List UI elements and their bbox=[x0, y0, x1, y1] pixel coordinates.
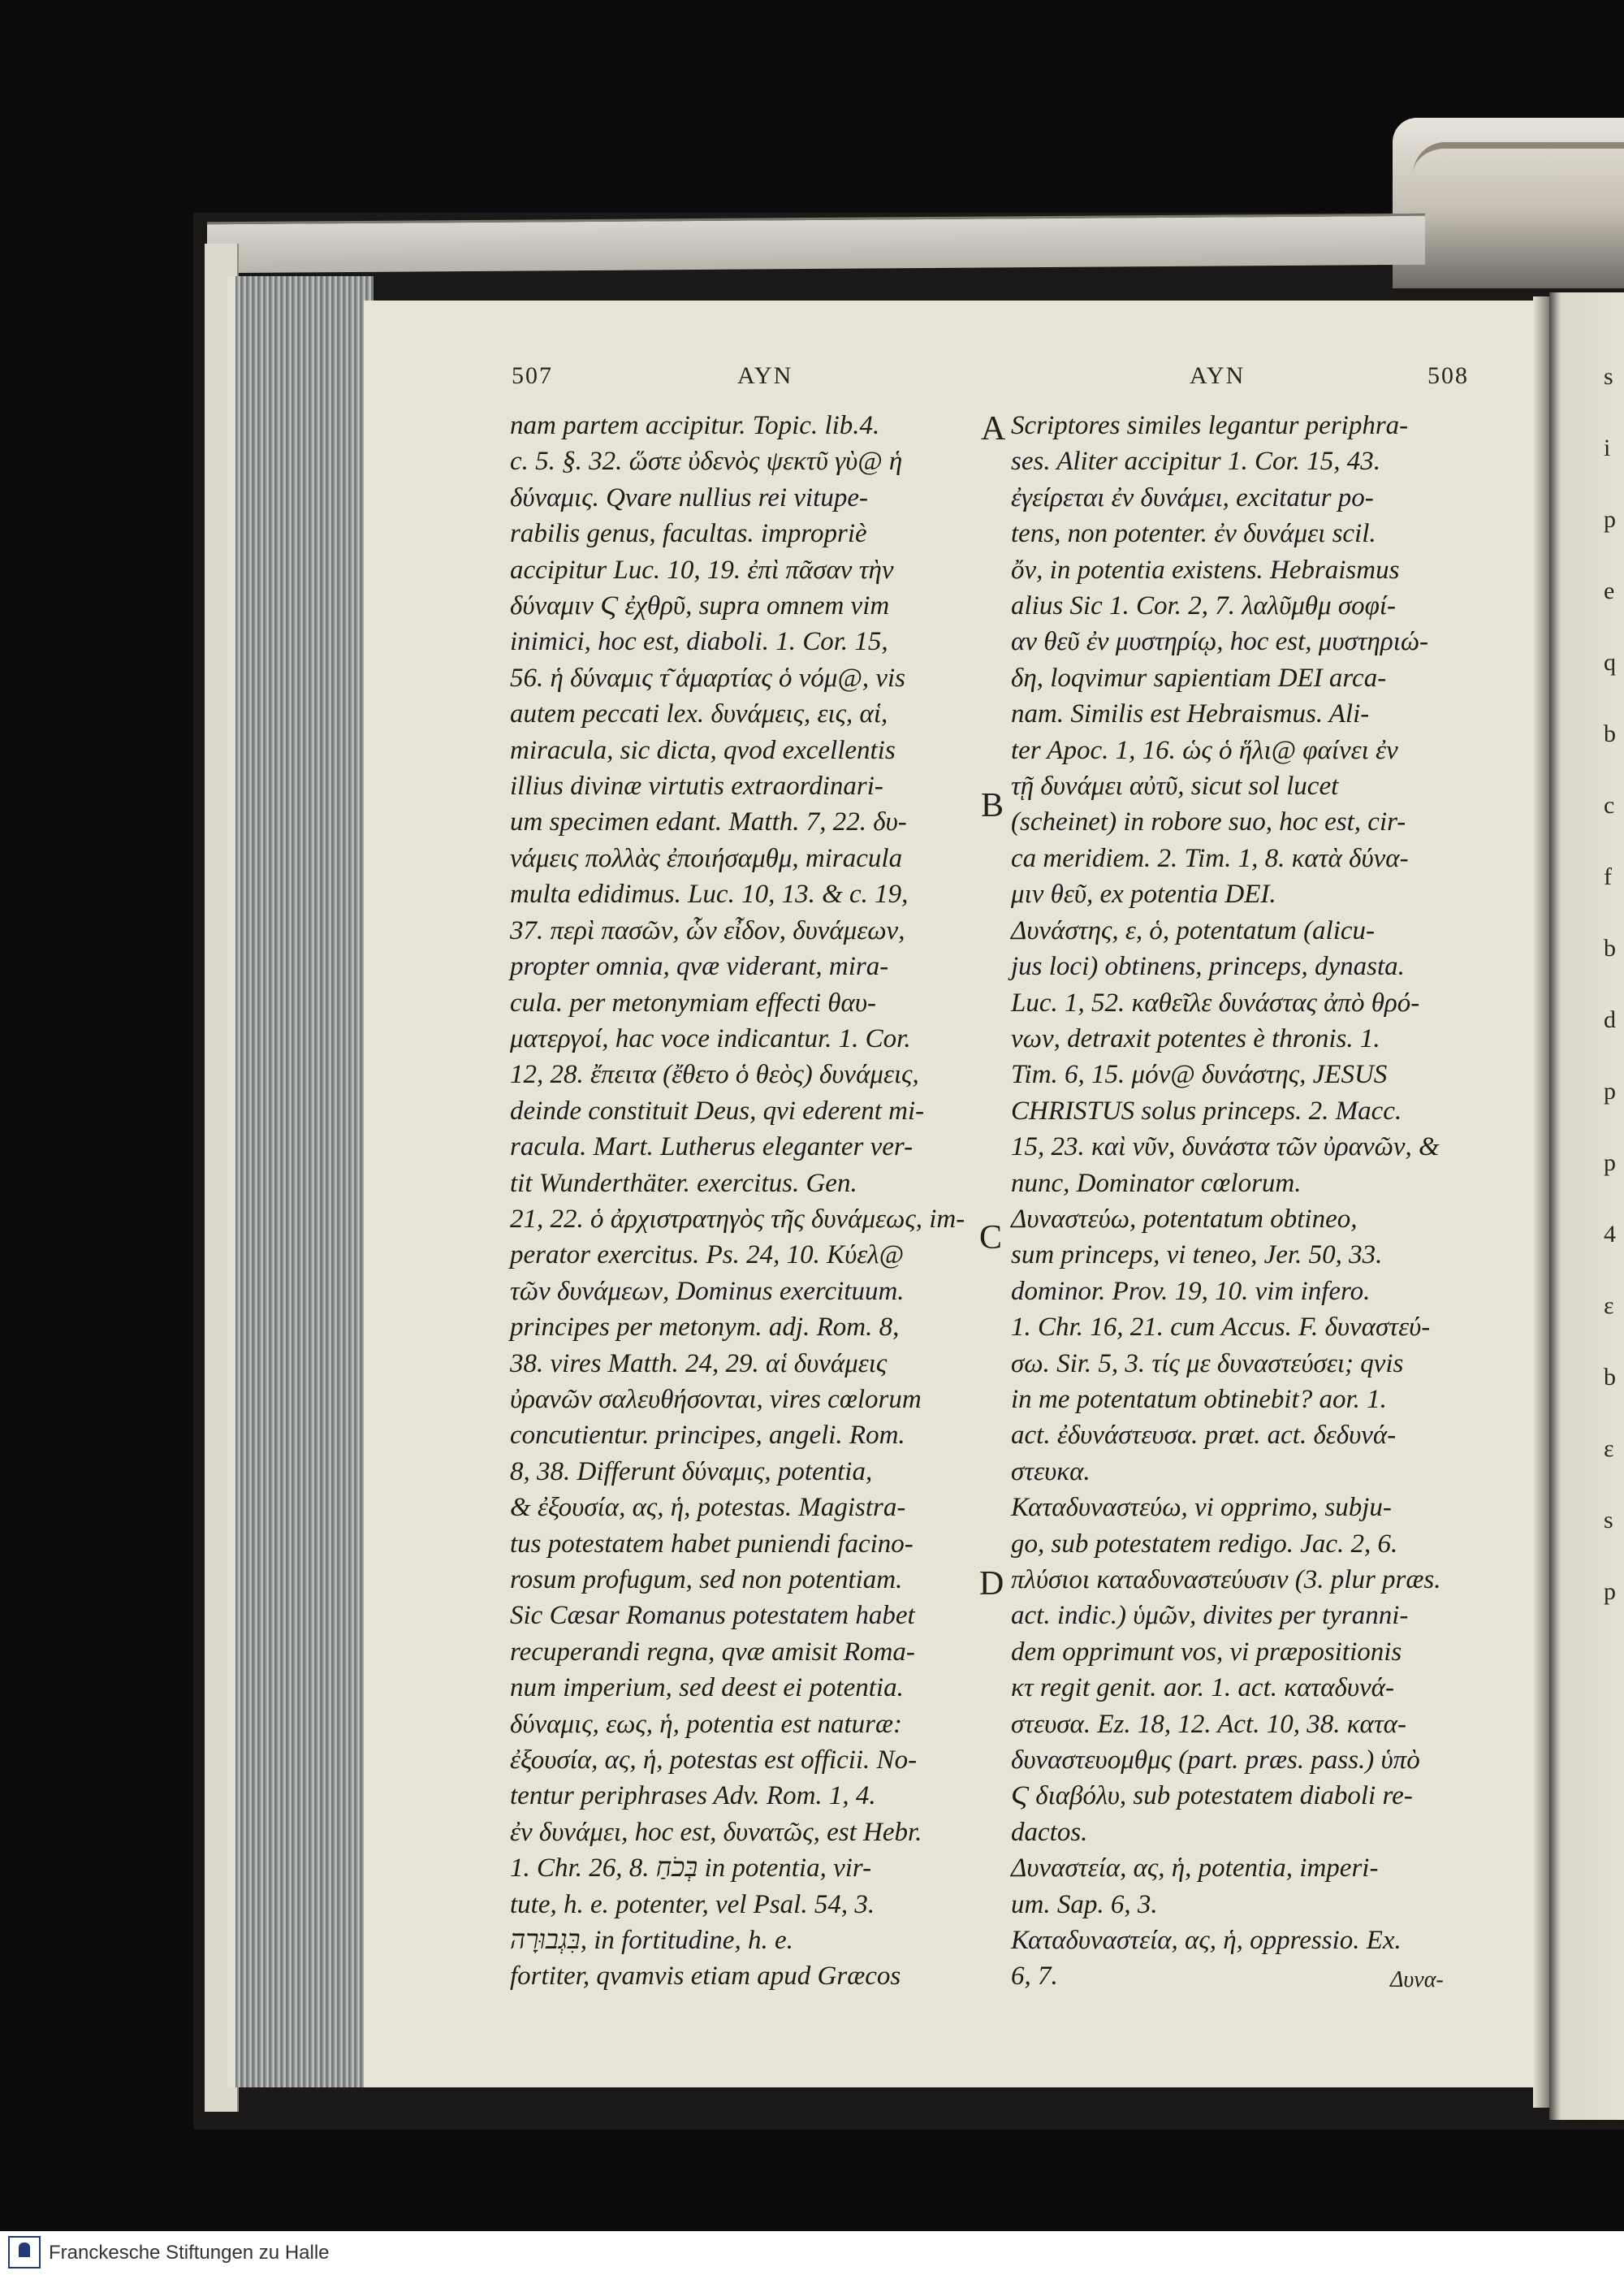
text-line: δύναμις, εως, ἡ, potentia est naturæ: bbox=[510, 1709, 902, 1739]
text-line: 1. Chr. 16, 21. cum Accus. F. δυναστεύ- bbox=[1011, 1313, 1431, 1343]
text-line: nam. Similis est Hebraismus. Ali- bbox=[1011, 699, 1370, 729]
text-line: tute, h. e. potenter, vel Psal. 54, 3. bbox=[510, 1889, 875, 1919]
text-line: tentur periphrases Adv. Rom. 1, 4. bbox=[510, 1781, 876, 1811]
text-line: um specimen edant. Matth. 7, 22. δυ- bbox=[510, 807, 907, 837]
margin-letter: b bbox=[1604, 720, 1616, 747]
margin-letter: b bbox=[1604, 935, 1616, 962]
text-line: CHRISTUS solus princeps. 2. Macc. bbox=[1011, 1096, 1402, 1126]
text-line: (scheinet) in robore suo, hoc est, cir- bbox=[1011, 807, 1406, 837]
text-line: τῶν δυνάμεων, Dominus exercituum. bbox=[510, 1276, 905, 1306]
text-line: πλύσιοι καταδυναστεύυσιν (3. plur præs. bbox=[1011, 1565, 1441, 1594]
text-line: Δυναστεύω, potentatum obtineo, bbox=[1011, 1204, 1358, 1234]
margin-letter: b bbox=[1604, 1364, 1616, 1391]
page-number-right: 508 bbox=[1427, 362, 1469, 389]
catchword: Δυνα- bbox=[1390, 1967, 1444, 1992]
footer-bar bbox=[0, 2231, 1624, 2275]
text-line: act. ἐδυνάστευσα. præt. act. δεδυνά- bbox=[1011, 1421, 1397, 1451]
text-line: sum princeps, vi teneo, Jer. 50, 33. bbox=[1011, 1240, 1383, 1270]
text-line: deinde constituit Deus, qvi ederent mi- bbox=[510, 1096, 925, 1126]
section-marker-b: B bbox=[981, 787, 1004, 824]
text-line: 12, 28. ἔπειτα (ἔθετο ὁ θεὸς) δυνάμεις, bbox=[510, 1060, 919, 1090]
text-line: Tim. 6, 15. μόν@ δυνάστης, JESUS bbox=[1011, 1060, 1388, 1090]
margin-letter: ε bbox=[1604, 1435, 1614, 1462]
section-marker-a: A bbox=[981, 410, 1006, 448]
text-column-left bbox=[510, 408, 977, 1995]
institution-logo-icon bbox=[8, 2236, 41, 2269]
institution-name: Franckesche Stiftungen zu Halle bbox=[49, 2242, 330, 2264]
text-line: concutientur. principes, angeli. Rom. bbox=[510, 1421, 905, 1451]
text-line: στευκα. bbox=[1011, 1456, 1091, 1486]
text-line: ses. Aliter accipitur 1. Cor. 15, 43. bbox=[1011, 447, 1380, 477]
text-line: accipitur Luc. 10, 19. ἐπὶ πᾶσαν τὴν bbox=[510, 555, 894, 585]
margin-letter: d bbox=[1604, 1006, 1616, 1033]
text-line: tit Wunderthäter. exercitus. Gen. bbox=[510, 1168, 857, 1198]
text-line: αν θεῦ ἐν μυστηρίῳ, hoc est, μυστηριώ- bbox=[1011, 627, 1428, 657]
margin-letter: s bbox=[1604, 363, 1613, 390]
margin-letter: p bbox=[1604, 1078, 1616, 1105]
text-line: 21, 22. ὁ ἀρχιστρατηγὸς τῆς δυνάμεως, im- bbox=[510, 1204, 965, 1234]
margin-letter: q bbox=[1604, 649, 1616, 676]
text-line: σω. Sir. 5, 3. τίς με δυναστεύσει; qvis bbox=[1011, 1348, 1404, 1378]
text-line: 15, 23. καὶ νῦν, δυνάστα τῶν ὐρανῶν, & bbox=[1011, 1132, 1440, 1162]
text-line: 1. Chr. 26, 8. בְּכֹחַ in potentia, vir- bbox=[510, 1853, 872, 1884]
text-line: go, sub potestatem redigo. Jac. 2, 6. bbox=[1011, 1529, 1398, 1559]
text-line: Δυνάστης, ε, ὁ, potentatum (alicu- bbox=[1011, 915, 1376, 945]
text-line: ἐν δυνάμει, hoc est, δυνατῶς, est Hebr. bbox=[510, 1817, 922, 1847]
section-marker-d: D bbox=[979, 1565, 1004, 1602]
text-line: Δυναστεία, ας, ἡ, potentia, imperi- bbox=[1011, 1853, 1379, 1884]
text-line: principes per metonym. adj. Rom. 8, bbox=[510, 1313, 900, 1343]
text-line: tus potestatem habet puniendi facino- bbox=[510, 1529, 914, 1559]
text-column-right bbox=[1011, 408, 1475, 1995]
text-line: Sic Cæsar Romanus potestatem habet bbox=[510, 1601, 915, 1631]
text-line: 8, 38. Differunt δύναμις, potentia, bbox=[510, 1456, 873, 1486]
text-line: dominor. Prov. 19, 10. vim infero. bbox=[1011, 1276, 1371, 1306]
text-line: miracula, sic dicta, qvod excellentis bbox=[510, 735, 896, 765]
text-line: κτ regit genit. aor. 1. act. καταδυνά- bbox=[1011, 1673, 1394, 1703]
running-head-left: AYN bbox=[737, 362, 793, 389]
text-line: δυναστευομθμς (part. præs. pass.) ὑπὸ bbox=[1011, 1745, 1420, 1775]
text-line: dem opprimunt vos, vi præpositionis bbox=[1011, 1637, 1402, 1667]
text-line: nam partem accipitur. Topic. lib.4. bbox=[510, 411, 880, 440]
margin-letter: i bbox=[1604, 435, 1611, 461]
text-line: fortiter, qvamvis etiam apud Græcos bbox=[510, 1961, 901, 1992]
text-line: ἐξουσία, ας, ἡ, potestas est officii. No- bbox=[510, 1745, 918, 1775]
text-line: jus loci) obtinens, princeps, dynasta. bbox=[1011, 952, 1405, 982]
text-line: Καταδυναστεύω, vi opprimo, subju- bbox=[1011, 1493, 1392, 1523]
text-line: illius divinæ virtutis extraordinari- bbox=[510, 772, 883, 802]
margin-letter: p bbox=[1604, 1149, 1616, 1176]
margin-letter: c bbox=[1604, 792, 1615, 819]
text-line: בִּגְבוּרָה, in fortitudine, h. e. bbox=[510, 1926, 793, 1956]
text-line: ὄν, in potentia existens. Hebraismus bbox=[1011, 555, 1400, 585]
text-line: nunc, Dominator cœlorum. bbox=[1011, 1168, 1302, 1198]
text-line: ter Apoc. 1, 16. ὡς ὁ ἥλι@ φαίνει ἐν bbox=[1011, 735, 1398, 765]
text-line: Scriptores similes legantur periphra- bbox=[1011, 411, 1409, 440]
text-line: Καταδυναστεία, ας, ἡ, oppressio. Ex. bbox=[1011, 1926, 1402, 1956]
text-line: Luc. 1, 52. καθεῖλε δυνάστας ἀπὸ θρό- bbox=[1011, 988, 1420, 1018]
right-margin-letters bbox=[1604, 341, 1624, 1628]
text-line: multa edidimus. Luc. 10, 13. & c. 19, bbox=[510, 880, 909, 910]
text-line: ὐρανῶν σαλευθήσονται, vires cœlorum bbox=[510, 1384, 922, 1414]
text-line: στευσα. Ez. 18, 12. Act. 10, 38. κατα- bbox=[1011, 1709, 1406, 1739]
text-line: inimici, hoc est, diaboli. 1. Cor. 15, bbox=[510, 627, 888, 657]
text-line: perator exercitus. Ps. 24, 10. Κύελ@ bbox=[510, 1240, 904, 1270]
margin-letter: e bbox=[1604, 577, 1615, 604]
text-line: recuperandi regna, qvæ amisit Roma- bbox=[510, 1637, 915, 1667]
text-line: 37. περὶ πασῶν, ὧν εἶδον, δυνάμεων, bbox=[510, 915, 905, 945]
text-line: cula. per metonymiam effecti θαυ- bbox=[510, 988, 876, 1018]
text-line: 6, 7. bbox=[1011, 1961, 1058, 1992]
text-line: rosum profugum, sed non potentiam. bbox=[510, 1565, 903, 1594]
text-line: νων, detraxit potentes è thronis. 1. bbox=[1011, 1023, 1380, 1053]
text-line: Ϛ διαβόλυ, sub potestatem diaboli re- bbox=[1011, 1781, 1413, 1811]
text-line: racula. Mart. Lutherus eleganter ver- bbox=[510, 1132, 914, 1162]
margin-letter: p bbox=[1604, 1578, 1616, 1605]
margin-letter: p bbox=[1604, 506, 1616, 533]
margin-letter: f bbox=[1604, 863, 1612, 890]
running-head-right: AYN bbox=[1190, 362, 1246, 389]
section-marker-c: C bbox=[979, 1219, 1003, 1256]
text-line: autem peccati lex. δυνάμεις, εις, αἱ, bbox=[510, 699, 888, 729]
text-line: tens, non potenter. ἐν δυνάμει scil. bbox=[1011, 519, 1376, 549]
text-line: & ἐξουσία, ας, ἡ, potestas. Magistra- bbox=[510, 1493, 906, 1523]
text-line: δύναμιν Ϛ ἐχθρῦ, supra omnem vim bbox=[510, 591, 890, 621]
text-line: um. Sap. 6, 3. bbox=[1011, 1889, 1158, 1919]
text-line: δη, loqvimur sapientiam DEI arca- bbox=[1011, 663, 1387, 693]
page-number-left: 507 bbox=[512, 362, 553, 389]
text-line: ca meridiem. 2. Tim. 1, 8. κατὰ δύνα- bbox=[1011, 843, 1409, 873]
text-line: c. 5. §. 32. ὥστε ὐδενὸς ψεκτῦ γὺ@ ἡ bbox=[510, 447, 903, 477]
text-line: 38. vires Matth. 24, 29. αἱ δυνάμεις bbox=[510, 1348, 888, 1378]
page-top-edge bbox=[207, 214, 1425, 273]
text-line: τῇ δυνάμει αὐτῦ, sicut sol lucet bbox=[1011, 772, 1339, 802]
book-spine-band bbox=[1413, 142, 1624, 181]
text-line: act. indic.) ὑμῶν, divites per tyranni- bbox=[1011, 1601, 1409, 1631]
margin-letter: s bbox=[1604, 1507, 1613, 1533]
text-line: alius Sic 1. Cor. 2, 7. λαλῦμθμ σοφί- bbox=[1011, 591, 1397, 621]
text-line: ἐγείρεται ἐν δυνάμει, excitatur po- bbox=[1011, 482, 1374, 513]
text-line: num imperium, sed deest ei potentia. bbox=[510, 1673, 904, 1703]
page-stack-edges bbox=[227, 276, 374, 2087]
text-line: in me potentatum obtinebit? aor. 1. bbox=[1011, 1384, 1387, 1414]
text-line: δύναμις. Qvare nullius rei vitupe- bbox=[510, 482, 868, 513]
text-line: propter omnia, qvæ viderant, mira- bbox=[510, 952, 889, 982]
text-line: 56. ἡ δύναμις τ͂ ἁμαρτίας ὁ νόμ@, vis bbox=[510, 663, 905, 693]
text-line: dactos. bbox=[1011, 1817, 1088, 1847]
text-line: μιν θεῦ, ex potentia DEI. bbox=[1011, 880, 1276, 910]
text-line: νάμεις πολλὰς ἐποιήσαμθμ, miracula bbox=[510, 843, 903, 873]
text-line: rabilis genus, facultas. impropriè bbox=[510, 519, 867, 549]
margin-letter: ε bbox=[1604, 1292, 1614, 1319]
margin-letter: 4 bbox=[1604, 1221, 1616, 1248]
text-line: ματεργοί, hac voce indicantur. 1. Cor. bbox=[510, 1023, 911, 1053]
